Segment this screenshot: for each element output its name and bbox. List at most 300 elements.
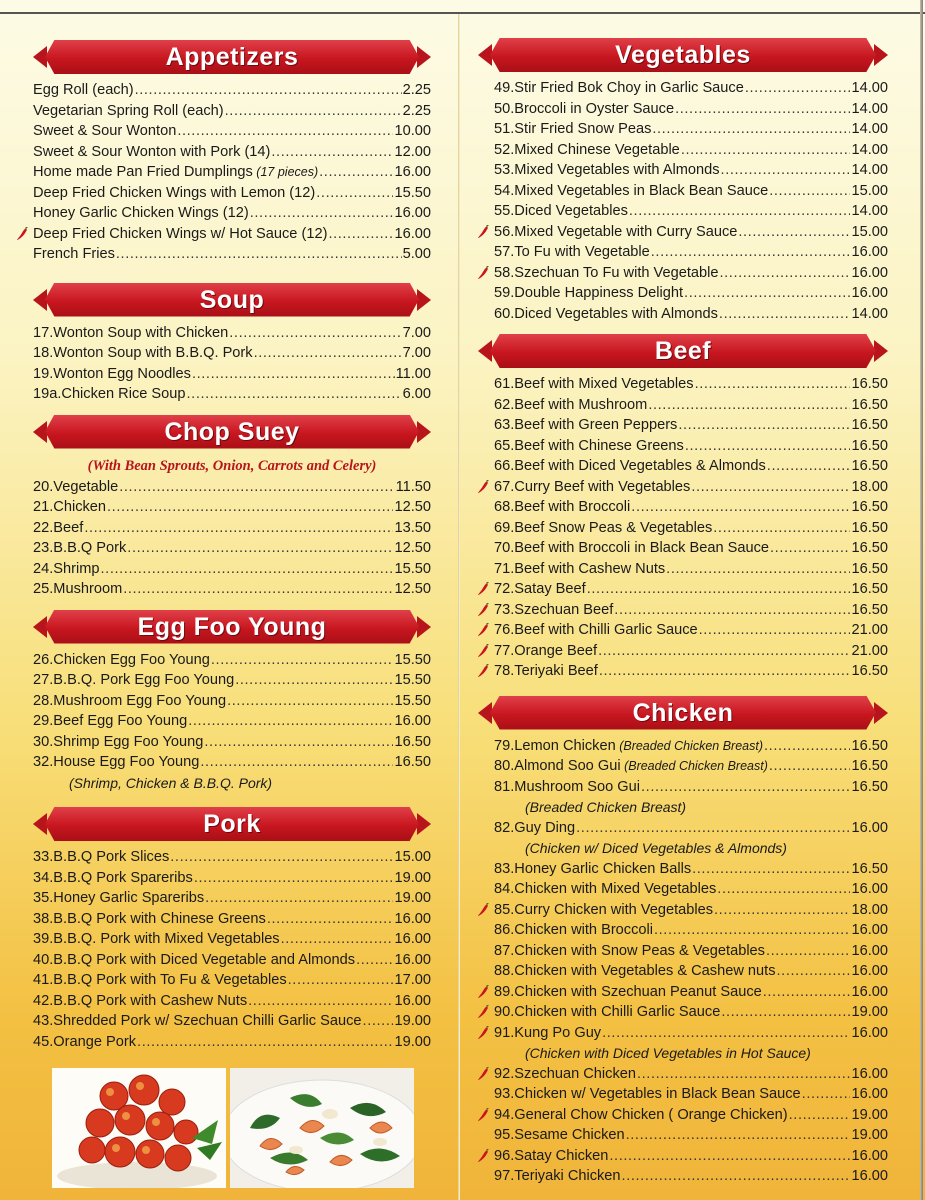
item-number: 92. (494, 1065, 515, 1082)
item-name: Chicken with Mixed Vegetables (514, 881, 717, 897)
menu-item (33, 477, 431, 498)
dot-leader (721, 160, 851, 181)
item-price: 5.00 (402, 246, 431, 262)
item-line (494, 818, 888, 839)
menu-item (33, 970, 431, 991)
menu-item (478, 982, 888, 1003)
item-number: 35. (33, 890, 54, 906)
dot-leader (769, 756, 851, 777)
item-price: 16.50 (851, 737, 888, 754)
dot-leader (713, 518, 850, 539)
item-price: 16.00 (851, 1147, 888, 1164)
item-price: 16.50 (851, 396, 888, 413)
dot-leader (654, 920, 850, 941)
item-line (33, 950, 431, 971)
item-name: Mushroom Egg Foo Young (53, 692, 227, 709)
item-name: Teriyaki Chicken (514, 1168, 621, 1184)
item-price: 16.00 (851, 922, 888, 938)
dot-leader (745, 78, 851, 99)
item-line (33, 518, 431, 539)
item-name: General Chow Chicken ( Orange Chicken) (514, 1106, 788, 1123)
item-name: Mixed Vegetable with Curry Sauce (514, 223, 738, 240)
item-price: 12.50 (394, 499, 431, 515)
item-description: (Chicken w/ Diced Vegetables & Almonds) (525, 840, 787, 856)
menu-item (478, 78, 888, 99)
dot-leader (135, 80, 402, 101)
item-number: 18. (33, 345, 54, 361)
menu-item (33, 991, 431, 1012)
dot-leader (227, 691, 393, 712)
item-number: 55. (494, 203, 515, 219)
item-name: Wonton Egg Noodles (53, 365, 191, 382)
item-line (494, 620, 888, 641)
item-name: Orange Pork (53, 1033, 137, 1050)
item-line (33, 384, 431, 405)
item-number: 22. (33, 519, 54, 536)
item-number: 72. (494, 581, 515, 597)
item-number: 42. (33, 992, 54, 1009)
dot-leader (631, 497, 850, 518)
item-line (494, 1084, 888, 1105)
item-line (33, 121, 431, 142)
item-line (494, 477, 888, 498)
item-number: 58. (494, 264, 515, 281)
dot-leader (204, 732, 393, 753)
menu-item (33, 323, 431, 344)
menu-item (33, 670, 431, 691)
item-description: (Chicken with Diced Vegetables in Hot Sauce) (525, 1045, 811, 1061)
menu-item (478, 456, 888, 477)
item-price: 15.00 (394, 849, 431, 865)
dot-leader (766, 941, 850, 962)
item-name: Chicken with Vegetables & Cashew nuts (514, 963, 776, 979)
item-line (33, 224, 431, 245)
dot-leader (695, 374, 851, 395)
item-name: Orange Beef (514, 642, 598, 659)
item-price: 13.50 (394, 519, 431, 536)
item-line (33, 970, 431, 991)
item-price: 7.00 (402, 324, 431, 341)
menu-item (478, 1146, 888, 1167)
item-price: 15.50 (394, 184, 431, 201)
item-price: 19.00 (394, 1033, 431, 1050)
dot-leader (692, 859, 850, 880)
dot-leader (225, 101, 402, 122)
dot-leader (681, 140, 851, 161)
dot-leader (666, 559, 850, 580)
dot-leader (685, 436, 851, 457)
item-price: 16.50 (851, 519, 888, 536)
section-appetizers (33, 40, 431, 265)
top-border (0, 12, 925, 14)
dot-leader (717, 879, 850, 900)
dot-leader (177, 121, 393, 142)
item-price: 16.50 (851, 458, 888, 474)
item-price: 21.00 (851, 622, 888, 638)
item-number: 23. (33, 540, 54, 556)
menu-item (478, 477, 888, 498)
item-price: 14.00 (851, 203, 888, 219)
item-name: French Fries (33, 246, 115, 262)
item-price: 18.00 (851, 478, 888, 495)
menu-item (478, 941, 888, 962)
menu-item (33, 364, 431, 385)
item-name: B.B.Q Pork with Cashew Nuts (53, 992, 248, 1009)
item-price: 15.50 (394, 651, 431, 668)
item-name: B.B.Q. Pork Egg Foo Young (53, 672, 235, 688)
item-number: 25. (33, 581, 54, 597)
dot-leader (267, 909, 394, 930)
item-number: 24. (33, 560, 54, 577)
dot-leader (764, 736, 850, 757)
item-line (494, 1064, 888, 1085)
item-line (33, 343, 431, 364)
menu-item (478, 201, 888, 222)
dot-leader (170, 847, 393, 868)
menu-item (478, 538, 888, 559)
dot-leader (101, 559, 394, 580)
item-number: 34. (33, 869, 54, 886)
item-number: 93. (494, 1086, 515, 1102)
dot-leader (119, 477, 394, 498)
section-banner (478, 38, 888, 74)
item-line (494, 395, 888, 416)
dot-leader (626, 1125, 851, 1146)
stir-fry-photo (230, 1068, 414, 1188)
item-name: B.B.Q Pork with To Fu & Vegetables (53, 972, 287, 988)
item-name: Beef with Chinese Greens (514, 437, 684, 454)
item-note (621, 756, 768, 777)
item-number: 81. (494, 778, 515, 795)
left-column (33, 40, 431, 1052)
item-name: Chicken with Broccoli (514, 922, 653, 938)
menu-item (33, 888, 431, 909)
item-name: Chicken Rice Soup (61, 386, 186, 402)
item-name: Stir Fried Snow Peas (514, 121, 652, 137)
item-number: 82. (494, 819, 515, 836)
item-price: 16.50 (851, 601, 888, 618)
dot-leader (254, 343, 402, 364)
item-number: 97. (494, 1168, 515, 1184)
section-title: Chicken (632, 698, 734, 727)
menu-item (478, 900, 888, 921)
item-number: 56. (494, 223, 515, 240)
item-line (33, 579, 431, 600)
item-line (494, 304, 888, 325)
item-line (33, 323, 431, 344)
item-name: Beef with Green Peppers (514, 417, 678, 433)
item-note (253, 162, 318, 183)
item-note (616, 736, 763, 757)
menu-item (478, 1166, 888, 1187)
item-line (33, 497, 431, 518)
dot-leader (363, 1011, 394, 1032)
menu-item (478, 818, 888, 839)
chili-pepper-icon (476, 903, 490, 917)
dot-leader (777, 961, 851, 982)
item-note-text: (17 pieces) (256, 165, 319, 179)
item-price: 16.00 (851, 1086, 888, 1102)
section-subtitle: (With Bean Sprouts, Onion, Carrots and Celery) (87, 457, 377, 474)
item-name: B.B.Q Pork (53, 540, 127, 556)
item-line (33, 183, 431, 204)
item-price: 16.00 (851, 983, 888, 1000)
dot-leader (137, 1032, 393, 1053)
item-line (494, 1023, 888, 1044)
item-number: 29. (33, 713, 54, 729)
menu-item (33, 752, 431, 773)
section-banner (33, 283, 431, 319)
dot-leader (770, 538, 850, 559)
menu-item (33, 203, 431, 224)
item-number: 70. (494, 540, 515, 556)
menu-item (478, 415, 888, 436)
item-number: 43 (33, 1013, 50, 1029)
item-name: B.B.Q. Pork with Mixed Vegetables (53, 931, 280, 947)
item-price: 16.00 (394, 951, 431, 968)
dot-leader (576, 818, 850, 839)
item-number: 45. (33, 1033, 54, 1050)
item-name: Beef with Mixed Vegetables (514, 376, 694, 392)
item-name: Szechuan To Fu with Vegetable (514, 264, 719, 281)
item-number: 59. (494, 285, 515, 301)
item-price: 16.00 (394, 164, 431, 180)
item-line (33, 711, 431, 732)
item-price: 14.00 (851, 305, 888, 322)
item-line (494, 982, 888, 1003)
item-line (33, 732, 431, 753)
chili-pepper-icon (476, 985, 490, 999)
item-price: 16.00 (851, 1168, 888, 1184)
dot-leader (767, 456, 851, 477)
menu-item (478, 600, 888, 621)
menu-item (33, 559, 431, 580)
menu-item (478, 497, 888, 518)
dot-leader (622, 1166, 851, 1187)
item-name: Curry Chicken with Vegetables (514, 901, 714, 918)
item-line (494, 661, 888, 682)
item-price: 16.00 (851, 1024, 888, 1041)
dot-leader (678, 415, 850, 436)
menu-item (478, 1064, 888, 1085)
dot-leader (200, 752, 393, 773)
menu-item (478, 436, 888, 457)
dot-leader (116, 244, 402, 265)
dot-leader (194, 868, 394, 889)
item-name: Beef Snow Peas & Vegetables (514, 519, 713, 536)
item-price: 16.00 (851, 264, 888, 281)
item-price: 14.00 (851, 141, 888, 158)
item-price: 12.00 (394, 143, 431, 160)
item-name: Beef with Diced Vegetables & Almonds (514, 458, 766, 474)
menu-item (33, 121, 431, 142)
menu-item (478, 920, 888, 941)
item-name: House Egg Foo Young (53, 754, 200, 770)
item-description: (Shrimp, Chicken & B.B.Q. Pork) (69, 774, 273, 791)
item-number: 33. (33, 849, 54, 865)
section-pork (33, 807, 431, 1052)
item-price: 16.50 (851, 758, 888, 774)
item-line (33, 691, 431, 712)
item-name: Lemon Chicken (514, 737, 616, 754)
item-line (33, 650, 431, 671)
menu-item (33, 244, 431, 265)
item-number: 51. (494, 121, 515, 137)
item-line (33, 203, 431, 224)
section-title: Chop Suey (164, 417, 300, 446)
dot-leader (319, 162, 393, 183)
chili-pepper-icon (15, 227, 29, 241)
chili-pepper-icon (476, 266, 490, 280)
dot-leader (699, 620, 851, 641)
item-price: 19.00 (851, 1127, 888, 1143)
item-name: Home made Pan Fried Dumplings (33, 164, 253, 180)
item-name: Chicken with Chilli Garlic Sauce (514, 1004, 721, 1020)
item-name: Honey Garlic Spareribs (53, 890, 205, 906)
item-price: 16.00 (394, 713, 431, 729)
item-line (494, 242, 888, 263)
item-name: Vegetarian Spring Roll (each) (33, 102, 224, 119)
menu-item (478, 1105, 888, 1126)
menu-item (33, 497, 431, 518)
section-banner (478, 696, 888, 732)
item-line (494, 777, 888, 798)
chili-pepper-icon (476, 582, 490, 596)
item-price: 16.50 (851, 560, 888, 577)
item-name: Shrimp Egg Foo Young (53, 733, 204, 750)
dot-leader (769, 181, 850, 202)
item-name: Guy Ding (514, 819, 576, 836)
section-title: Egg Foo Young (137, 612, 327, 641)
item-number: 95. (494, 1127, 515, 1143)
item-line (494, 201, 888, 222)
item-line (494, 374, 888, 395)
dot-leader (188, 711, 393, 732)
item-name: Almond Soo Gui (514, 758, 621, 774)
item-line (33, 364, 431, 385)
dot-leader (719, 304, 851, 325)
menu-item (478, 518, 888, 539)
section-title: Beef (654, 337, 712, 365)
item-number: 86. (494, 922, 515, 938)
menu-item (33, 732, 431, 753)
item-line (494, 756, 888, 777)
menu-item (33, 183, 431, 204)
dot-leader (599, 661, 851, 682)
item-line (494, 518, 888, 539)
dot-leader (675, 99, 850, 120)
item-line (33, 80, 431, 101)
item-price: 15.50 (394, 692, 431, 709)
item-number: 63. (494, 417, 515, 433)
menu-item (33, 929, 431, 950)
item-number: 61. (494, 376, 515, 392)
item-name: Beef with Cashew Nuts (514, 560, 666, 577)
menu-item (478, 242, 888, 263)
item-price: 18.00 (851, 901, 888, 918)
section-title: Appetizers (165, 43, 299, 71)
dot-leader (288, 970, 394, 991)
item-line (33, 752, 431, 773)
menu-item (478, 304, 888, 325)
item-description: (Breaded Chicken Breast) (525, 799, 687, 815)
chili-pepper-icon (476, 480, 490, 494)
item-price: 16.00 (851, 819, 888, 836)
menu-item (478, 181, 888, 202)
section-egg-foo-young (33, 610, 431, 794)
item-line (494, 559, 888, 580)
dot-leader (714, 900, 850, 921)
item-number: 50. (494, 100, 515, 117)
dot-leader (651, 242, 851, 263)
item-line (33, 909, 431, 930)
menu-item (478, 661, 888, 682)
chili-pepper-icon (476, 1149, 490, 1163)
item-price: 19.00 (851, 1004, 888, 1020)
item-name: Wonton Soup with Chicken (53, 324, 229, 341)
item-name: Chicken (53, 499, 107, 515)
menu-item (478, 1125, 888, 1146)
item-number: 85. (494, 901, 515, 918)
dot-leader (316, 183, 393, 204)
item-price: 16.50 (851, 663, 888, 679)
item-name: B.B.Q Pork with Diced Vegetable and Almonds (53, 951, 356, 968)
menu-item (478, 1023, 888, 1044)
item-number: 77. (494, 642, 515, 659)
menu-item (33, 384, 431, 405)
item-name: Sesame Chicken (514, 1127, 625, 1143)
item-price: 16.50 (394, 733, 431, 750)
item-number: 30. (33, 733, 54, 750)
item-number: 89. (494, 983, 515, 1000)
menu-item (33, 650, 431, 671)
item-name: Honey Garlic Chicken Balls (514, 860, 692, 877)
item-price: 16.00 (851, 244, 888, 260)
item-number: 53. (494, 162, 515, 178)
item-line (494, 961, 888, 982)
item-price: 2.25 (402, 82, 431, 98)
section-vegetables (478, 38, 888, 324)
item-line (494, 78, 888, 99)
section-soup (33, 283, 431, 405)
item-name: Mushroom (53, 581, 123, 597)
right-column (478, 38, 888, 1187)
item-name: Sweet & Sour Wonton (33, 123, 177, 139)
section-chicken (478, 696, 888, 1187)
item-number: 49. (494, 80, 515, 96)
chili-pepper-icon (476, 225, 490, 239)
item-number: 90. (494, 1004, 515, 1020)
item-line (33, 670, 431, 691)
menu-item (33, 538, 431, 559)
dot-leader (281, 929, 394, 950)
menu-item (33, 142, 431, 163)
section-banner (33, 415, 431, 451)
item-number: 20. (33, 478, 54, 495)
item-price: 16.00 (851, 942, 888, 959)
menu-item (33, 162, 431, 183)
item-line (494, 1105, 888, 1126)
menu-item (478, 1084, 888, 1105)
item-price: 2.25 (402, 102, 431, 119)
item-line (494, 99, 888, 120)
item-price: 16.00 (851, 285, 888, 301)
menu-item (478, 641, 888, 662)
item-line (494, 436, 888, 457)
item-price: 16.00 (851, 963, 888, 979)
chili-pepper-icon (476, 1026, 490, 1040)
item-number: 67. (494, 478, 515, 495)
